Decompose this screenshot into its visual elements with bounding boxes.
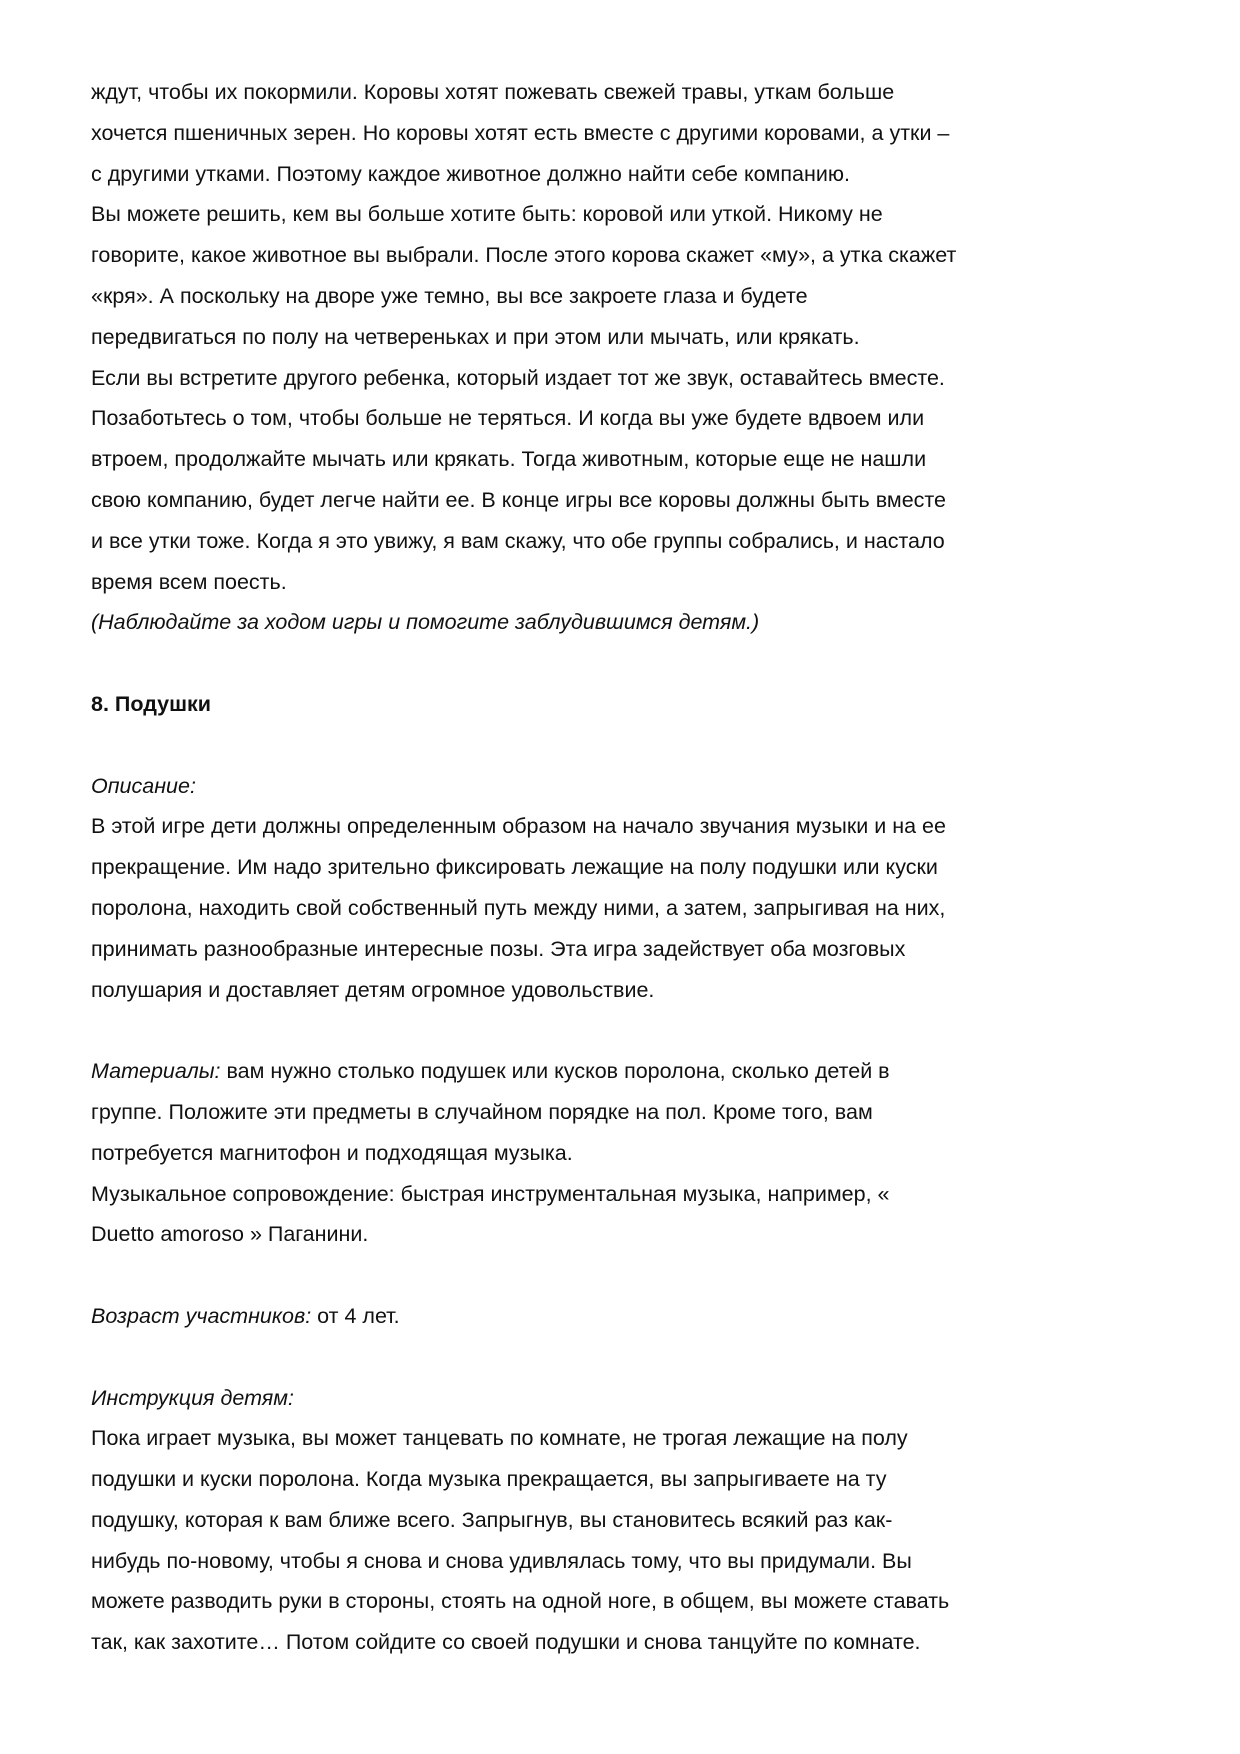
instruction-block bbox=[91, 1378, 1171, 1664]
text-line: свою компанию, будет легче найти ее. В конце игры все коровы должны быть вместе bbox=[91, 487, 946, 512]
text-line: можете разводить руки в стороны, стоять на одной ноге, в общем, вы можете ставать bbox=[91, 1589, 950, 1614]
text-line: передвигаться по полу на четвереньках и при этом или мычать, или крякать. bbox=[91, 324, 860, 349]
text-line: подушку, которая к вам ближе всего. Запрыгнув, вы становитесь всякий раз как- bbox=[91, 1507, 893, 1532]
materials-block bbox=[91, 1051, 1171, 1255]
age-label: Возраст участников: bbox=[91, 1303, 312, 1328]
text-line: потребуется магнитофон и подходящая музыка. bbox=[91, 1140, 573, 1165]
description-block bbox=[91, 766, 1171, 1011]
text-line: хочется пшеничных зерен. Но коровы хотят есть вместе с другими коровами, а утки – bbox=[91, 120, 950, 145]
age-line bbox=[91, 1296, 1171, 1337]
age-value: от 4 лет. bbox=[311, 1303, 400, 1328]
text-line: нибудь по-новому, чтобы я снова и снова удивлялась тому, что вы придумали. Вы bbox=[91, 1548, 912, 1573]
text-line: полушария и доставляет детям огромное удовольствие. bbox=[91, 977, 655, 1002]
text-line: Пока играет музыка, вы может танцевать по комнате, не трогая лежащие на полу bbox=[91, 1426, 908, 1451]
text-line: «кря». А поскольку на дворе уже темно, вы все закроете глаза и будете bbox=[91, 283, 808, 308]
text-line: Duetto amoroso » Паганини. bbox=[91, 1222, 369, 1247]
text-line: Позаботьтесь о том, чтобы больше не теряться. И когда вы уже будете вдвоем или bbox=[91, 406, 925, 431]
text-line: время всем поесть. bbox=[91, 569, 287, 594]
text-line: принимать разнообразные интересные позы. Эта игра задействует оба мозговых bbox=[91, 936, 906, 961]
text-line: говорите, какое животное вы выбрали. После этого корова скажет «му», а утка скажет bbox=[91, 243, 957, 268]
text-line: Вы можете решить, кем вы больше хотите быть: коровой или уткой. Никому не bbox=[91, 202, 883, 227]
text-line: прекращение. Им надо зрительно фиксировать лежащие на полу подушки или куски bbox=[91, 855, 938, 880]
text-line: втроем, продолжайте мычать или крякать. Тогда животным, которые еще не нашли bbox=[91, 447, 927, 472]
materials-label: Материалы: bbox=[91, 1059, 221, 1084]
intro-paragraph bbox=[91, 72, 1171, 643]
text-line: Если вы встретите другого ребенка, который издает тот же звук, оставайтесь вместе. bbox=[91, 365, 945, 390]
text-line: и все утки тоже. Когда я это увижу, я вам скажу, что обе группы собрались, и настало bbox=[91, 528, 945, 553]
section-heading: 8. Подушки bbox=[91, 691, 211, 716]
materials-text: вам нужно столько подушек или кусков поролона, сколько детей в bbox=[220, 1059, 890, 1084]
document-page bbox=[91, 72, 1171, 1663]
instruction-label: Инструкция детям: bbox=[91, 1385, 294, 1410]
text-line: поролона, находить свой собственный путь между ними, а затем, запрыгивая на них, bbox=[91, 895, 946, 920]
text-line: подушки и куски поролона. Когда музыка прекращается, вы запрыгиваете на ту bbox=[91, 1467, 887, 1492]
text-line: В этой игре дети должны определенным образом на начало звучания музыки и на ее bbox=[91, 814, 946, 839]
text-line: группе. Положите эти предметы в случайном порядке на пол. Кроме того, вам bbox=[91, 1099, 873, 1124]
text-line: с другими утками. Поэтому каждое животное должно найти себе компанию. bbox=[91, 161, 850, 186]
description-label: Описание: bbox=[91, 773, 196, 798]
text-line: так, как захотите… Потом сойдите со своей подушки и снова танцуйте по комнате. bbox=[91, 1630, 921, 1655]
text-line: Музыкальное сопровождение: быстрая инструментальная музыка, например, « bbox=[91, 1181, 890, 1206]
intro-note: (Наблюдайте за ходом игры и помогите заблудившимся детям.) bbox=[91, 610, 760, 635]
text-line: ждут, чтобы их покормили. Коровы хотят пожевать свежей травы, уткам больше bbox=[91, 80, 895, 104]
